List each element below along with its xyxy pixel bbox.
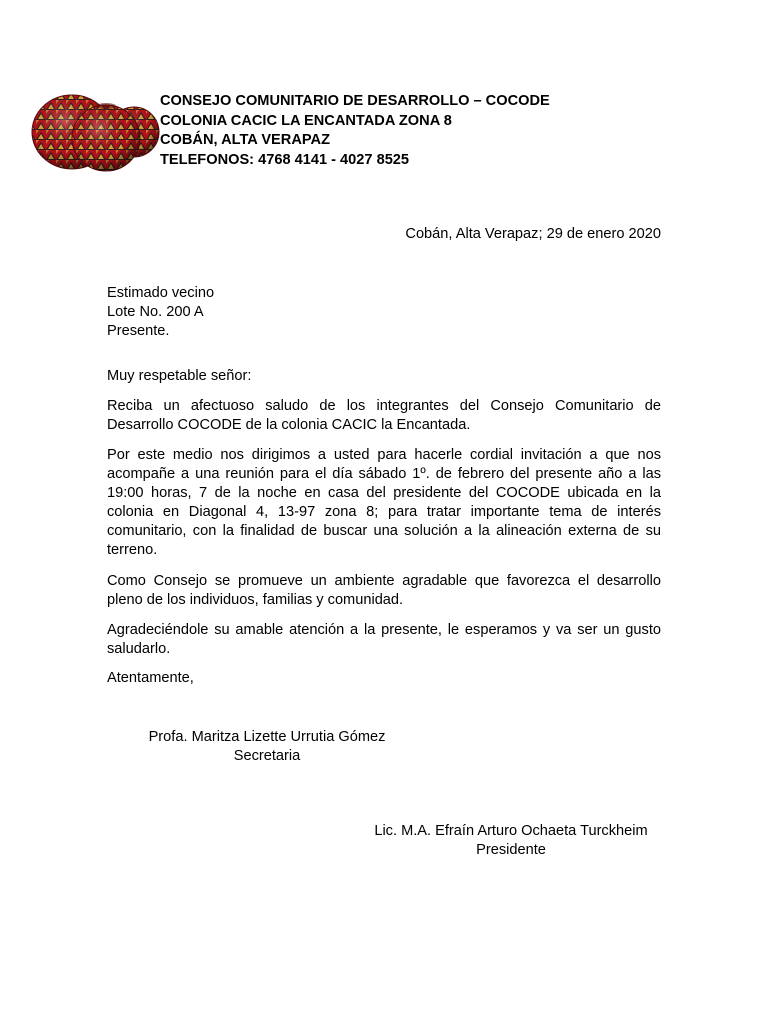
gourds-icon [26,90,160,172]
organization-city: COBÁN, ALTA VERAPAZ [160,132,330,148]
recipient-block [107,284,214,341]
organization-colony: COLONIA CACIC LA ENCANTADA ZONA 8 [160,112,452,129]
recipient-present: Presente. [107,323,170,339]
letter-greeting: Muy respetable señor: [107,368,252,384]
secretary-signature [145,728,389,766]
letter-date: Cobán, Alta Verapaz; 29 de enero 2020 [405,226,661,242]
organization-phones: TELEFONOS: 4768 4141 - 4027 8525 [160,151,410,168]
president-signature [368,822,654,860]
secretary-title: Secretaria [233,748,301,764]
president-name: Lic. M.A. Efraín Arturo Ochaeta Turckheim [374,823,648,839]
decorated-gourds-logo [26,90,160,172]
letter-paragraph-3: Como Consejo se promueve un ambiente agradable que favorezca el desarrollo pleno de los individuos, familias y comunidad. [107,573,661,608]
recipient-lot: Lote No. 200 A [107,304,204,320]
letter-paragraph-2: Por este medio nos dirigimos a usted para hacerle cordial invitación a que nos acompañe a una reunión para el día sábado 1º. de febrero del presente año a las 19:00 horas, 7 de la noche en casa del presidente del COCODE ubicada en la colonia en Diagonal 4, 13-97 zona 8; para tratar importante tema de interés comunitario, con la finalidad de buscar una solución a la alineación externa de su terreno. [107,447,661,558]
organization-name: CONSEJO COMUNITARIO DE DESARROLLO – COCODE [160,93,550,109]
letter-paragraph-4: Agradeciéndole su amable atención a la presente, le esperamos y va ser un gusto saludarlo. [107,622,661,657]
secretary-name: Profa. Maritza Lizette Urrutia Gómez [148,729,386,745]
letter-closing: Atentamente, [107,670,194,686]
letterhead [160,92,550,170]
president-title: Presidente [476,842,546,858]
recipient-salutation: Estimado vecino [107,285,215,301]
letter-paragraph-1: Reciba un afectuoso saludo de los integrantes del Consejo Comunitario de Desarrollo COCODE de la colonia CACIC la Encantada. [107,398,661,433]
